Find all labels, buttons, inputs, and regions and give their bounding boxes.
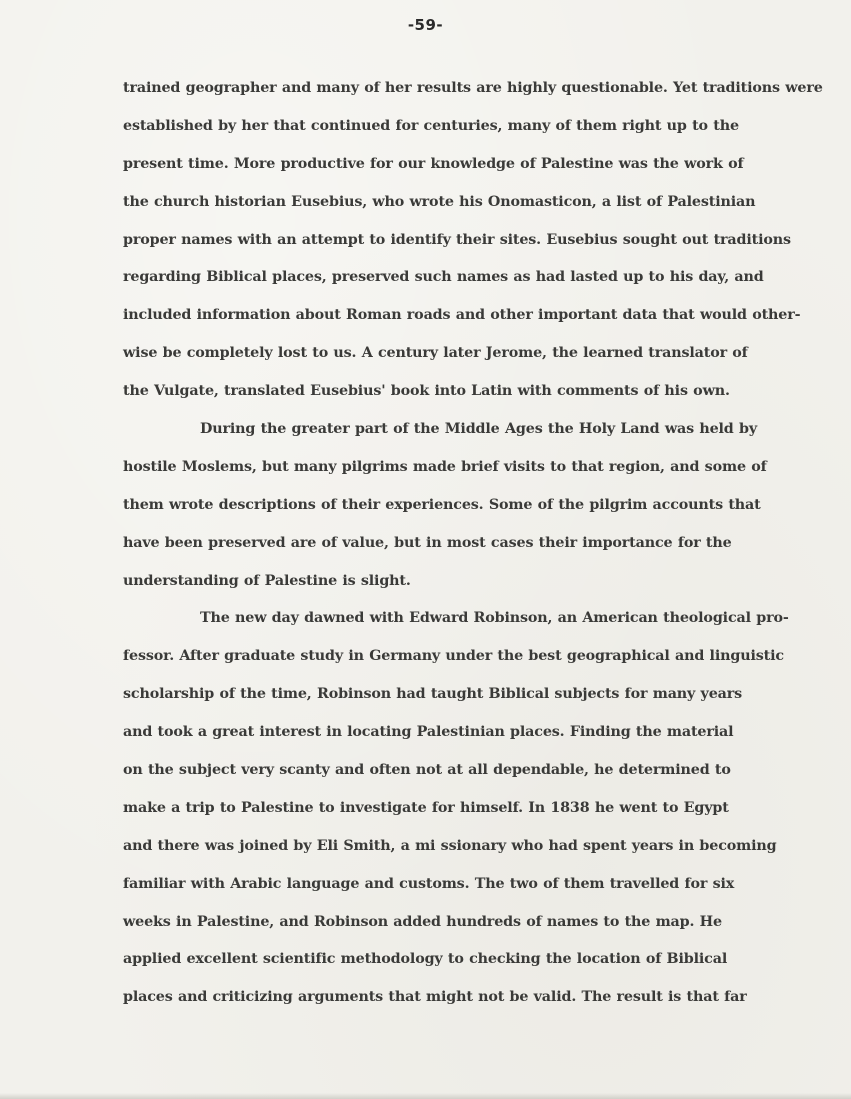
body-text (123, 70, 851, 1017)
text-line: proper names with an attempt to identify their sites. Eusebius sought out traditions (123, 231, 791, 248)
text-line: them wrote descriptions of their experiences. Some of the pilgrim accounts that (123, 496, 761, 513)
text-line: wise be completely lost to us. A century later Jerome, the learned translator of (123, 345, 748, 362)
text-line: fessor. After graduate study in Germany under the best geographical and linguistic (123, 648, 784, 665)
text-line: familiar with Arabic language and customs. The two of them travelled for six (123, 875, 735, 892)
page-bottom-edge (0, 1093, 851, 1099)
text-line: on the subject very scanty and often not at all dependable, he determined to (123, 762, 731, 779)
page-number: -59- (407, 16, 444, 34)
text-line: the Vulgate, translated Eusebius' book into Latin with comments of his own. (123, 383, 730, 400)
text-line: the church historian Eusebius, who wrote his Onomasticon, a list of Palestinian (123, 193, 756, 210)
text-line: have been preserved are of value, but in most cases their importance for the (123, 534, 732, 551)
paragraph-2 (123, 411, 851, 600)
text-line: hostile Moslems, but many pilgrims made brief visits to that region, and some of (123, 458, 767, 475)
text-line: make a trip to Palestine to investigate for himself. In 1838 he went to Egypt (123, 799, 729, 816)
text-line: and took a great interest in locating Palestinian places. Finding the material (123, 724, 734, 741)
text-line: places and criticizing arguments that might not be valid. The result is that far (123, 989, 747, 1006)
text-line: regarding Biblical places, preserved such names as had lasted up to his day, and (123, 269, 764, 286)
text-line: included information about Roman roads and other important data that would other- (123, 307, 801, 324)
text-line-indented: During the greater part of the Middle Ages the Holy Land was held by (200, 421, 757, 438)
text-line: present time. More productive for our knowledge of Palestine was the work of (123, 155, 744, 172)
text-line: trained geographer and many of her results are highly questionable. Yet traditions were (123, 80, 823, 96)
text-line: scholarship of the time, Robinson had taught Biblical subjects for many years (123, 686, 743, 703)
paragraph-1 (123, 70, 851, 411)
text-line: established by her that continued for centuries, many of them right up to the (123, 117, 739, 134)
text-line-indented: The new day dawned with Edward Robinson, an American theological pro- (200, 610, 789, 627)
paragraph-3 (123, 600, 851, 1017)
text-line: weeks in Palestine, and Robinson added hundreds of names to the map. He (123, 913, 722, 930)
text-line: applied excellent scientific methodology to checking the location of Biblical (123, 951, 728, 968)
text-line: understanding of Palestine is slight. (123, 572, 411, 589)
text-line: and there was joined by Eli Smith, a mi ssionary who had spent years in becoming (123, 837, 777, 854)
